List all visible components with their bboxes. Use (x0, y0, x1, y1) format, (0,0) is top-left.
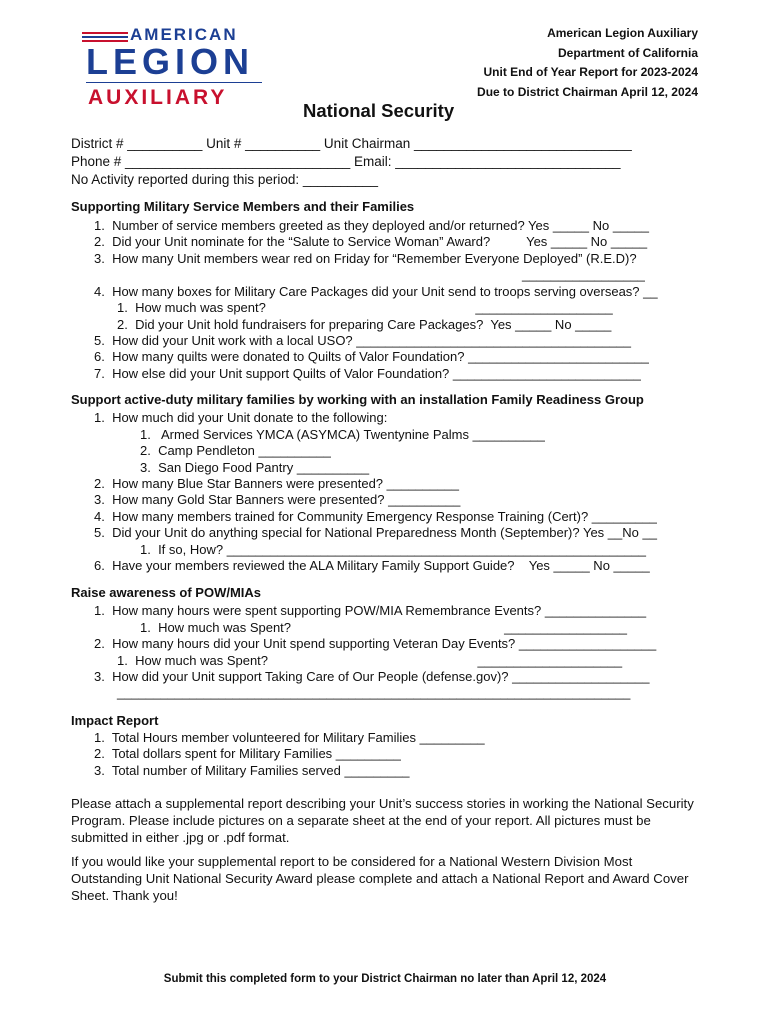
sub-question[interactable]: 3. San Diego Food Pantry __________ (140, 460, 370, 475)
award-paragraph: If you would like your supplemental report to be considered for a National Western Division Most Outstanding Unit National Security Award please complete and attach a National Report and Award Cover Sheet. Thank you! (71, 854, 689, 903)
phone-email-field[interactable]: Phone # ______________________________ Email: ______________________________ (71, 154, 621, 169)
question[interactable]: 3. How many Unit members wear red on Friday for “Remember Everyone Deployed” (R.E.D)? (94, 251, 637, 266)
sub-question[interactable]: 2. Did your Unit hold fundraisers for preparing Care Packages? Yes _____ No _____ (117, 317, 612, 332)
header-dept: Department of California (557, 45, 698, 60)
question[interactable]: 1. How many hours were spent supporting POW/MIA Remembrance Events? ______________ (94, 603, 647, 618)
question[interactable]: 3. How did your Unit support Taking Care of Our People (defense.gov)? ___________________ (94, 669, 650, 684)
question[interactable]: 2. How many Blue Star Banners were presented? __________ (94, 476, 459, 491)
question[interactable]: 4. How many members trained for Community Emergency Response Training (Cert)? _________ (94, 509, 657, 524)
sub-question[interactable]: 2. Camp Pendleton __________ (140, 443, 331, 458)
footer-note: Submit this completed form to your District Chairman no later than April 12, 2024 (163, 973, 607, 985)
district-unit-field[interactable]: District # __________ Unit # __________ Unit Chairman _____________________________ (71, 136, 632, 151)
page-title: National Security (303, 100, 455, 121)
section-heading: Support active-duty military families by working with an installation Family Readiness Group (71, 392, 644, 407)
answer-blank[interactable]: _______________________________________________________________________ (117, 685, 631, 700)
instructions-paragraph: Please attach a supplemental report describing your Unit’s success stories in working the National Security Program. Please include pictures on a separate sheet at the end of your report. All pictures must be submitted in either .jpg or .pdf format. (71, 796, 694, 845)
logo-american: AMERICAN (130, 25, 238, 44)
answer-blank[interactable]: _________________ (522, 267, 645, 282)
logo-legion: LEGION (86, 41, 255, 82)
header-report: Unit End of Year Report for 2023-2024 (483, 65, 698, 79)
question[interactable]: 1. Number of service members greeted as they deployed and/or returned? Yes _____ No _____ (94, 218, 650, 233)
logo-auxiliary: AUXILIARY (88, 86, 228, 109)
section-heading: Supporting Military Service Members and their Families (71, 199, 415, 214)
sub-question[interactable]: 1. If so, How? __________________________________________________________ (140, 542, 647, 557)
question[interactable]: 3. How many Gold Star Banners were presented? __________ (94, 492, 461, 507)
question[interactable]: 2. Did your Unit nominate for the “Salute to Service Woman” Award? Yes _____ No _____ (94, 234, 648, 249)
question[interactable]: 7. How else did your Unit support Quilts of Valor Foundation? __________________________ (94, 366, 641, 381)
sub-question[interactable]: 1. How much was Spent? ____________________ (117, 653, 623, 668)
sub-question[interactable]: 1. How much was spent? ___________________ (117, 300, 613, 315)
question[interactable]: 2. How many hours did your Unit spend supporting Veteran Day Events? ___________________ (94, 636, 657, 651)
header-org: American Legion Auxiliary (547, 26, 698, 40)
header-due: Due to District Chairman April 12, 2024 (477, 84, 698, 99)
question[interactable]: 2. Total dollars spent for Military Families _________ (94, 746, 401, 761)
question[interactable]: 6. Have your members reviewed the ALA Military Family Support Guide? Yes _____ No _____ (94, 558, 650, 573)
question[interactable]: 3. Total number of Military Families served _________ (94, 763, 410, 778)
no-activity-field[interactable]: No Activity reported during this period: __________ (71, 172, 378, 187)
question[interactable]: 5. How did your Unit work with a local USO? ______________________________________ (94, 333, 632, 348)
section-heading: Impact Report (71, 713, 159, 728)
sub-question[interactable]: 1. How much was Spent? _________________ (140, 620, 628, 635)
ala-logo (82, 22, 262, 114)
question[interactable]: 5. Did your Unit do anything special for National Preparedness Month (September)? Yes __No __ (94, 525, 657, 540)
header-block (477, 24, 698, 102)
sub-question[interactable]: 1. Armed Services YMCA (ASYMCA) Twentynine Palms __________ (140, 427, 545, 442)
question[interactable]: 6. How many quilts were donated to Quilts of Valor Foundation? _________________________ (94, 349, 649, 364)
question[interactable]: 4. How many boxes for Military Care Packages did your Unit send to troops serving overseas? __ (94, 284, 658, 299)
question: 1. How much did your Unit donate to the following: (94, 410, 388, 425)
logo-divider (86, 82, 262, 83)
section-heading: Raise awareness of POW/MIAs (71, 585, 262, 600)
question[interactable]: 1. Total Hours member volunteered for Military Families _________ (94, 730, 485, 745)
